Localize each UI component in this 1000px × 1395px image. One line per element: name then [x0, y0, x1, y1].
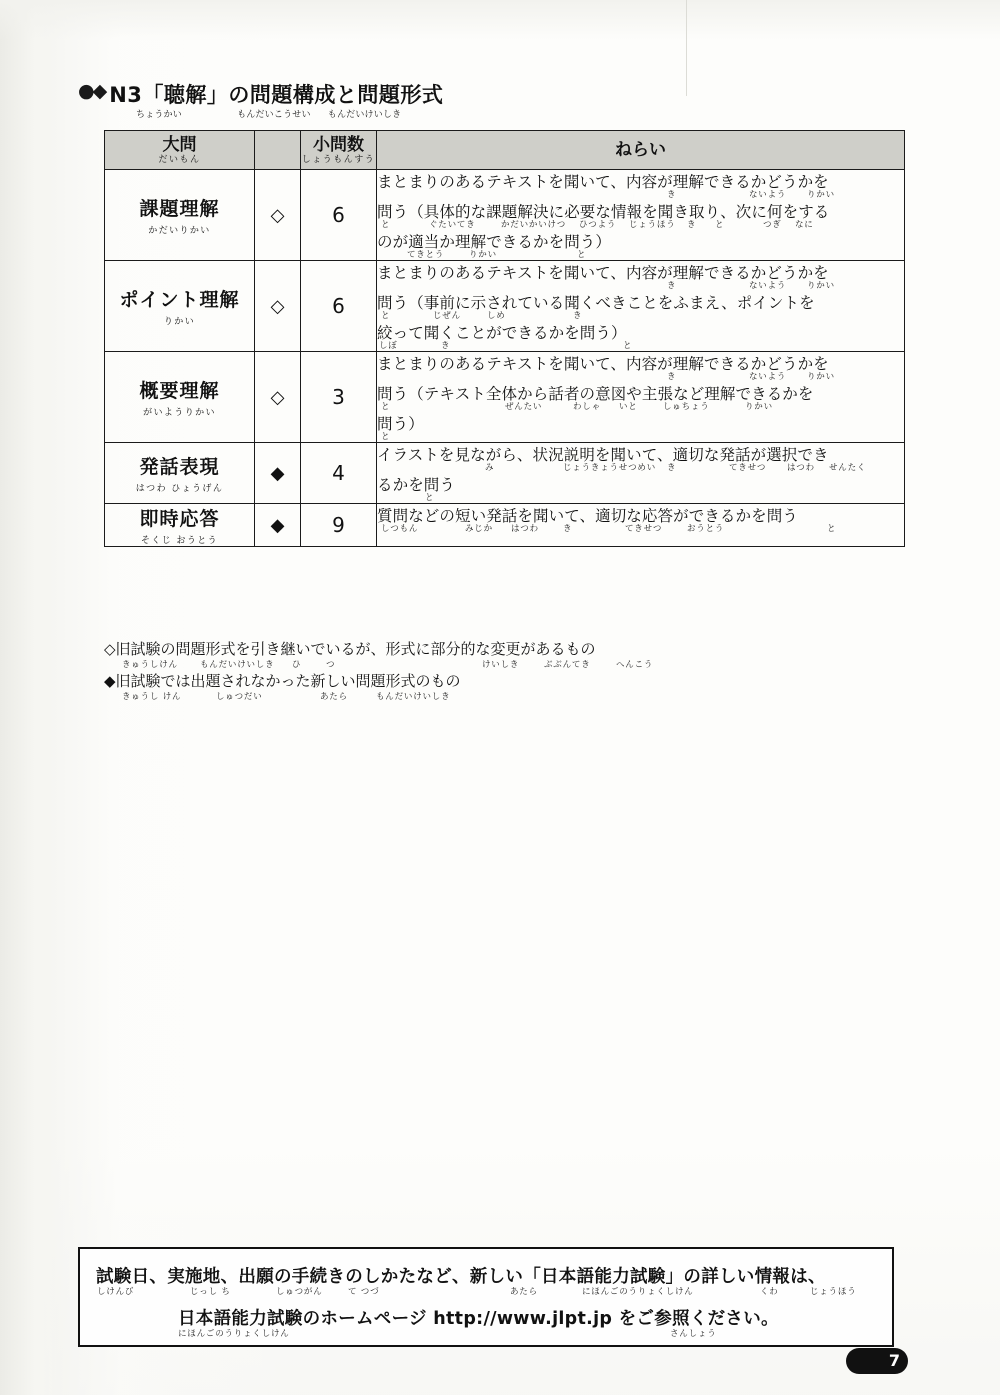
header-daimon-label: 大問	[162, 134, 197, 155]
row-mark: ◆	[255, 443, 301, 504]
aim-line-text: 絞って聞くことができるかを問う）	[377, 324, 627, 342]
table-row	[105, 504, 905, 547]
footer-ruby: にほんごのうりょくしけん	[178, 1329, 290, 1339]
aim-ruby: てきとう	[407, 250, 445, 260]
aim-line	[377, 230, 904, 260]
row-title	[105, 261, 255, 352]
row-aim	[377, 443, 905, 504]
row-count: 6	[301, 170, 377, 261]
legend-ruby: へんこう	[616, 660, 654, 670]
aim-ruby: わしゃ	[573, 402, 601, 412]
row-mark: ◇	[255, 170, 301, 261]
aim-ruby: と	[381, 432, 391, 442]
heading-ruby-2: もんだいこうせい	[237, 110, 311, 120]
header-count	[301, 131, 377, 170]
row-mark: ◇	[255, 261, 301, 352]
aim-line-text: 問う）	[377, 415, 424, 433]
aim-ruby: ひつよう	[579, 220, 617, 230]
aim-ruby: と	[381, 220, 391, 230]
aim-line-text: イラストを見ながら、状況説明を聞いて、適切な発話が選択でき	[377, 446, 829, 464]
footer-ruby: あたら	[510, 1287, 538, 1297]
aim-ruby: き	[667, 190, 677, 200]
heading-ruby-1: ちょうかい	[136, 110, 183, 120]
footer-line-2: 日本語能力試験のホームページ http://www.jlpt.jp をご参照ください。	[178, 1309, 779, 1329]
row-aim	[377, 504, 905, 547]
aim-ruby: ぜんたい	[505, 402, 543, 412]
footer-ruby: しゅつがん	[276, 1287, 323, 1297]
aim-ruby: き	[667, 281, 677, 291]
row-title	[105, 352, 255, 443]
legend-item-text: ◆旧試験では出題されなかった新しい問題形式のもの	[104, 672, 461, 690]
aim-line	[377, 321, 904, 351]
legend-ruby: ひ	[292, 660, 302, 670]
aim-ruby: と	[577, 250, 587, 260]
legend-item	[104, 672, 596, 704]
aim-ruby: と	[623, 341, 633, 351]
aim-ruby: き	[563, 524, 573, 534]
row-title-text: 課題理解	[139, 198, 220, 220]
aim-line	[377, 473, 904, 503]
aim-ruby: おうとう	[687, 524, 725, 534]
aim-ruby: みじか	[465, 524, 493, 534]
aim-line	[377, 261, 904, 291]
row-title-ruby: りかい	[163, 317, 196, 327]
footer-ruby: くわ	[760, 1287, 779, 1297]
row-title-ruby: そくじ おうとう	[140, 536, 219, 546]
footer-info-box	[78, 1247, 894, 1347]
aim-ruby: じょうほう	[629, 220, 676, 230]
aim-line	[377, 291, 904, 321]
aim-ruby: と	[425, 493, 435, 503]
heading-ruby	[104, 107, 401, 120]
aim-line	[377, 412, 904, 442]
row-title	[105, 443, 255, 504]
page-number-badge	[846, 1348, 908, 1374]
row-count: 9	[301, 504, 377, 547]
header-count-label: 小問数	[313, 134, 364, 155]
table-row	[105, 170, 905, 261]
legend-ruby: つ	[326, 660, 336, 670]
row-title	[105, 504, 255, 547]
aim-ruby: と	[381, 402, 391, 412]
row-aim	[377, 170, 905, 261]
aim-line-text: まとまりのあるテキストを聞いて、内容が理解できるかどうかを	[377, 355, 829, 373]
legend	[104, 640, 654, 704]
row-title-ruby: がいようりかい	[143, 408, 216, 418]
row-aim	[377, 352, 905, 443]
aim-ruby: りかい	[469, 250, 497, 260]
aim-ruby: りかい	[745, 402, 773, 412]
row-count: 6	[301, 261, 377, 352]
header-count-ruby: しょうもんすう	[301, 154, 376, 165]
aim-line	[377, 200, 904, 230]
aim-ruby: き	[687, 220, 697, 230]
aim-line-text: るかを問う	[377, 476, 456, 494]
aim-ruby: いと	[619, 402, 638, 412]
legend-ruby: しゅつだい	[216, 692, 263, 702]
aim-ruby: しつもん	[381, 524, 419, 534]
row-title	[105, 170, 255, 261]
header-aim-label: ねらい	[615, 140, 666, 161]
row-mark: ◇	[255, 352, 301, 443]
aim-ruby: ぐたいてき	[429, 220, 476, 230]
footer-ruby: じっし ち	[190, 1287, 231, 1297]
aim-ruby: ないよう	[749, 372, 787, 382]
aim-ruby: しゅちょう	[663, 402, 710, 412]
footer-line-1: 試験日、実施地、出願の手続きのしかたなど、新しい「日本語能力試験」の詳しい情報は、	[96, 1267, 826, 1287]
aim-ruby: りかい	[807, 281, 835, 291]
row-count: 4	[301, 443, 377, 504]
footer-ruby: さんしょう	[670, 1329, 717, 1339]
aim-ruby: なに	[795, 220, 814, 230]
row-title-text: ポイント理解	[119, 289, 240, 311]
row-title-text: 概要理解	[139, 380, 220, 402]
heading-ruby-3: もんだいけいしき	[327, 110, 402, 120]
aim-ruby: かだいかいけつ	[501, 220, 567, 230]
table-row	[105, 352, 905, 443]
legend-item	[104, 640, 654, 672]
aim-ruby: じょうきょうせつめい	[563, 463, 657, 473]
table-row	[105, 443, 905, 504]
footer-ruby: て つづ	[348, 1287, 380, 1297]
row-title-ruby: はつわ ひょうげん	[135, 484, 224, 494]
row-title-ruby: かだいりかい	[148, 226, 211, 236]
aim-ruby: ないよう	[749, 281, 787, 291]
aim-line	[377, 443, 904, 473]
legend-ruby: きゅうしけん	[122, 660, 178, 670]
footer-ruby: じょうほう	[810, 1287, 857, 1297]
page-title: N3「聴解」の問題構成と問題形式	[109, 82, 444, 107]
table-header-row	[105, 131, 905, 170]
aim-ruby: じぜん	[433, 311, 461, 321]
aim-ruby: はつわ	[787, 463, 815, 473]
aim-ruby: と	[381, 311, 391, 321]
aim-line-text: 問う（事前に示されている聞くべきことをふまえ、ポイントを	[377, 294, 815, 312]
row-aim	[377, 261, 905, 352]
aim-line-text: 質問などの短い発話を聞いて、適切な応答ができるかを問う	[377, 507, 798, 525]
table-row	[105, 261, 905, 352]
aim-ruby: てきせつ	[625, 524, 663, 534]
row-count: 3	[301, 352, 377, 443]
row-mark: ◆	[255, 504, 301, 547]
aim-ruby: き	[667, 463, 677, 473]
aim-ruby: りかい	[807, 372, 835, 382]
legend-ruby: けいしき	[482, 660, 520, 670]
section-heading	[78, 82, 443, 107]
aim-ruby: りかい	[807, 190, 835, 200]
aim-ruby: き	[441, 341, 451, 351]
aim-ruby: ないよう	[749, 190, 787, 200]
aim-ruby: と	[715, 220, 725, 230]
footer-ruby: しけんび	[97, 1287, 135, 1297]
aim-ruby: しぼ	[379, 341, 398, 351]
aim-ruby: み	[485, 463, 495, 473]
legend-ruby: ぶぶんてき	[544, 660, 591, 670]
aim-ruby: しめ	[487, 311, 506, 321]
header-aim	[377, 131, 905, 170]
footer-ruby: にほんごのうりょくしけん	[582, 1287, 694, 1297]
legend-ruby: もんだいけいしき	[200, 660, 275, 670]
aim-ruby: き	[573, 311, 583, 321]
aim-line	[377, 170, 904, 200]
aim-line-text: 問う（具体的な課題解決に必要な情報を聞き取り、次に何をする	[377, 203, 830, 221]
legend-ruby: きゅうし けん	[122, 692, 182, 702]
bullet-icon: ●◆	[78, 80, 106, 102]
row-title-text: 即時応答	[139, 508, 220, 530]
aim-ruby: と	[827, 524, 837, 534]
aim-line	[377, 352, 904, 382]
page-number-text: 7	[888, 1351, 900, 1370]
aim-line-text: のが適当か理解できるかを問う）	[377, 233, 612, 251]
aim-line-text: まとまりのあるテキストを聞いて、内容が理解できるかどうかを	[377, 264, 829, 282]
header-mark	[255, 131, 301, 170]
aim-ruby: てきせつ	[729, 463, 767, 473]
header-daimon	[105, 131, 255, 170]
legend-item-text: ◇旧試験の問題形式を引き継いでいるが、形式に部分的な変更があるもの	[104, 640, 596, 658]
aim-ruby: はつわ	[511, 524, 539, 534]
aim-line-text: 問う（テキスト全体から話者の意図や主張など理解できるかを	[377, 385, 814, 403]
aim-line	[377, 504, 904, 534]
header-daimon-ruby: だいもん	[158, 154, 201, 165]
question-structure-table	[104, 130, 904, 547]
legend-ruby: あたら	[320, 692, 348, 702]
aim-line	[377, 382, 904, 412]
aim-ruby: せんたく	[829, 463, 867, 473]
aim-line-text: まとまりのあるテキストを聞いて、内容が理解できるかどうかを	[377, 173, 829, 191]
aim-ruby: き	[667, 372, 677, 382]
legend-ruby: もんだいけいしき	[376, 692, 451, 702]
aim-ruby: つぎ	[763, 220, 782, 230]
row-title-text: 発話表現	[139, 456, 220, 478]
